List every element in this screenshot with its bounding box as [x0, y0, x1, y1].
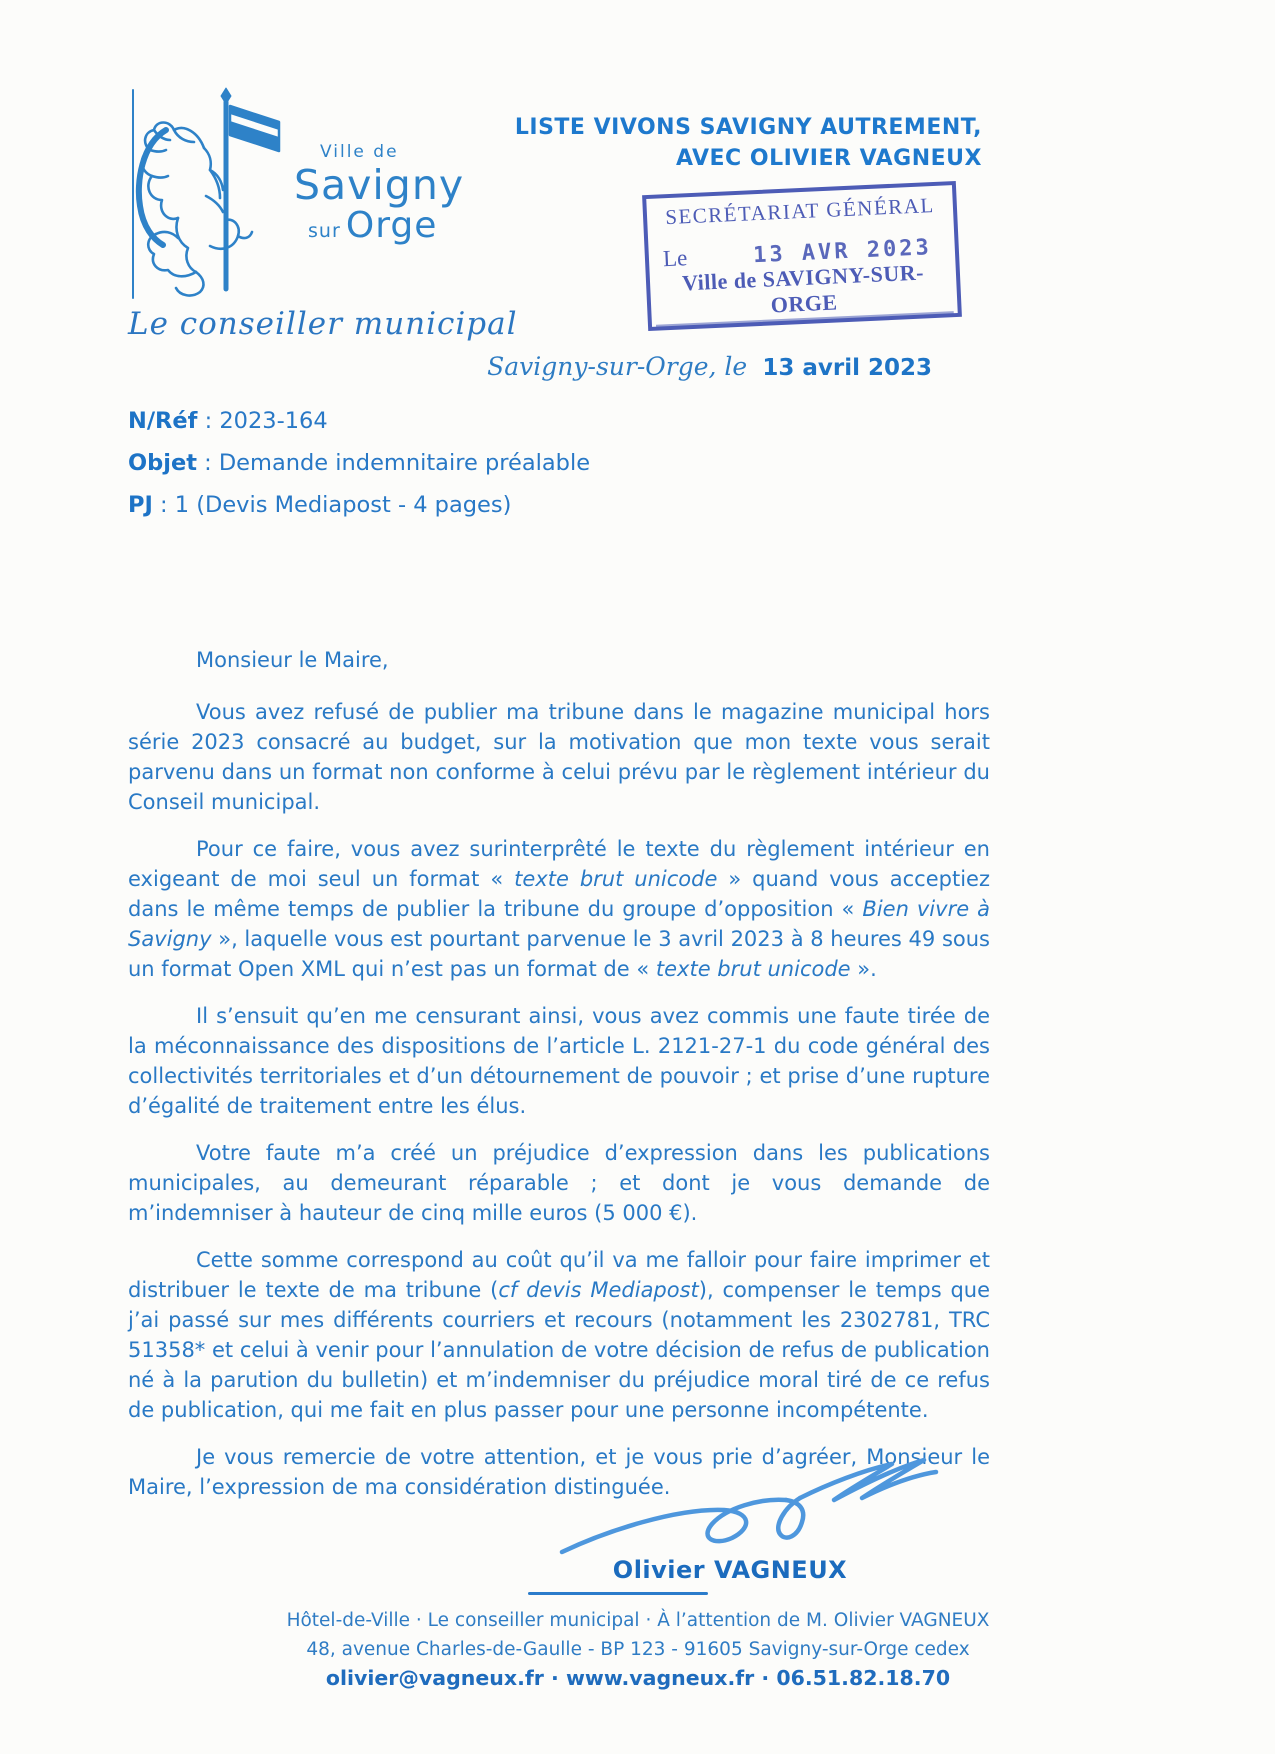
footer-address-line1: Hôtel-de-Ville · Le conseiller municipal · À l’attention de M. Olivier VAGNEUX	[286, 1610, 990, 1631]
reception-stamp	[642, 181, 962, 331]
ref-value-nref: 2023-164	[219, 408, 328, 434]
salutation: Monsieur le Maire,	[196, 648, 389, 672]
ref-label-objet: Objet	[128, 450, 197, 476]
dateline-place: Savigny-sur-Orge, le	[487, 352, 748, 381]
signatory-name: Olivier VAGNEUX	[612, 1556, 848, 1584]
logo-ville-de: Ville de	[320, 142, 399, 162]
paragraph-4: Votre faute m’a créé un préjudice d’expression dans les publications municipales, au demeurant réparable ; et dont je vous demande de m’indemniser à hauteur de cinq mille euros (5 000 €).	[128, 1141, 990, 1225]
lion-emblem-icon	[126, 86, 316, 301]
closing-paragraph: Je vous remercie de votre attention, et je vous prie d’agréer, Monsieur le Maire, l’expression de ma considération distinguée.	[128, 1445, 990, 1499]
footer-address-line2: 48, avenue Charles-de-Gaulle - BP 123 - 91605 Savigny-sur-Orge cedex	[306, 1639, 970, 1660]
paragraph-1: Vous avez refusé de publier ma tribune dans le magazine municipal hors série 2023 consacré au budget, sur la motivation que mon texte vous serait parvenu dans un format non conforme à celui prévu par le règlement intérieur du Conseil municipal.	[128, 700, 990, 814]
list-header-line2: AVEC OLIVIER VAGNEUX	[675, 146, 982, 171]
ref-row-objet	[128, 450, 590, 476]
letter-footer	[18, 1606, 1258, 1693]
logo-savigny: Savigny	[294, 161, 465, 209]
ref-sep: :	[152, 492, 175, 518]
handwritten-signature	[548, 1446, 958, 1566]
logo-sur-orge	[308, 205, 444, 246]
sender-title: Le conseiller municipal	[128, 306, 518, 342]
stamp-date: 13 AVR 2023	[752, 235, 933, 269]
ref-row-nref	[128, 408, 590, 434]
stamp-title: SECRÉTARIAT GÉNÉRAL	[664, 192, 936, 230]
dateline-date: 13 avril 2023	[762, 355, 932, 381]
paragraph-5: Cette somme correspond au coût qu’il va me falloir pour faire imprimer et distribuer le texte de ma tribune (cf devis Mediapost), compenser le temps que j’ai passé sur mes différents courriers et recours (notamment les 2302781, TRC 51358* et celui à venir pour l’annulation de votre décision de refus de publication né à la parution du bulletin) et m’indemniser du préjudice moral tiré de ce refus de publication, qui me fait en plus passer pour une personne incompétente.	[128, 1248, 991, 1422]
ref-label-nref: N/Réf	[128, 408, 198, 434]
ref-sep: :	[197, 408, 220, 434]
ref-row-pj	[128, 492, 590, 518]
logo-orge: Orge	[345, 205, 438, 246]
list-header	[420, 112, 982, 174]
city-logo	[126, 86, 465, 301]
stamp-city: Ville de SAVIGNY-SUR-ORGE	[681, 259, 925, 318]
paragraph-2: Pour ce faire, vous avez surinterprêté le texte du règlement intérieur en exigeant de moi seul un format « texte brut unicode » quand vous acceptiez dans le même temps de publier la tribune du groupe d’opposition « Bien vivre à Savigny », laquelle vous est pourtant parvenue le 3 avril 2023 à 8 heures 49 sous un format Open XML qui n’est pas un format de « texte brut unicode ».	[128, 837, 991, 981]
ref-sep: :	[196, 450, 219, 476]
ref-label-pj: PJ	[128, 492, 153, 518]
paragraph-3: Il s’ensuit qu’en me censurant ainsi, vous avez commis une faute tirée de la méconnaissance des dispositions de l’article L. 2121-27-1 du code général des collectivités territoriales et d’un détournement de pouvoir ; et prise d’une rupture d’égalité de traitement entre les élus.	[128, 1004, 990, 1118]
logo-sur: sur	[308, 220, 341, 242]
signature-rule	[528, 1592, 708, 1595]
footer-contact-line: olivier@vagneux.fr · www.vagneux.fr · 06.51.82.18.70	[325, 1666, 951, 1690]
reference-block	[128, 408, 590, 518]
letter-body	[128, 645, 990, 1519]
ref-value-objet: Demande indemnitaire préalable	[218, 450, 591, 476]
ref-value-pj: 1 (Devis Mediapost - 4 pages)	[174, 492, 512, 518]
dateline	[340, 352, 932, 381]
list-header-line1: LISTE VIVONS SAVIGNY AUTREMENT,	[514, 115, 982, 140]
stamp-le: Le	[662, 245, 688, 272]
